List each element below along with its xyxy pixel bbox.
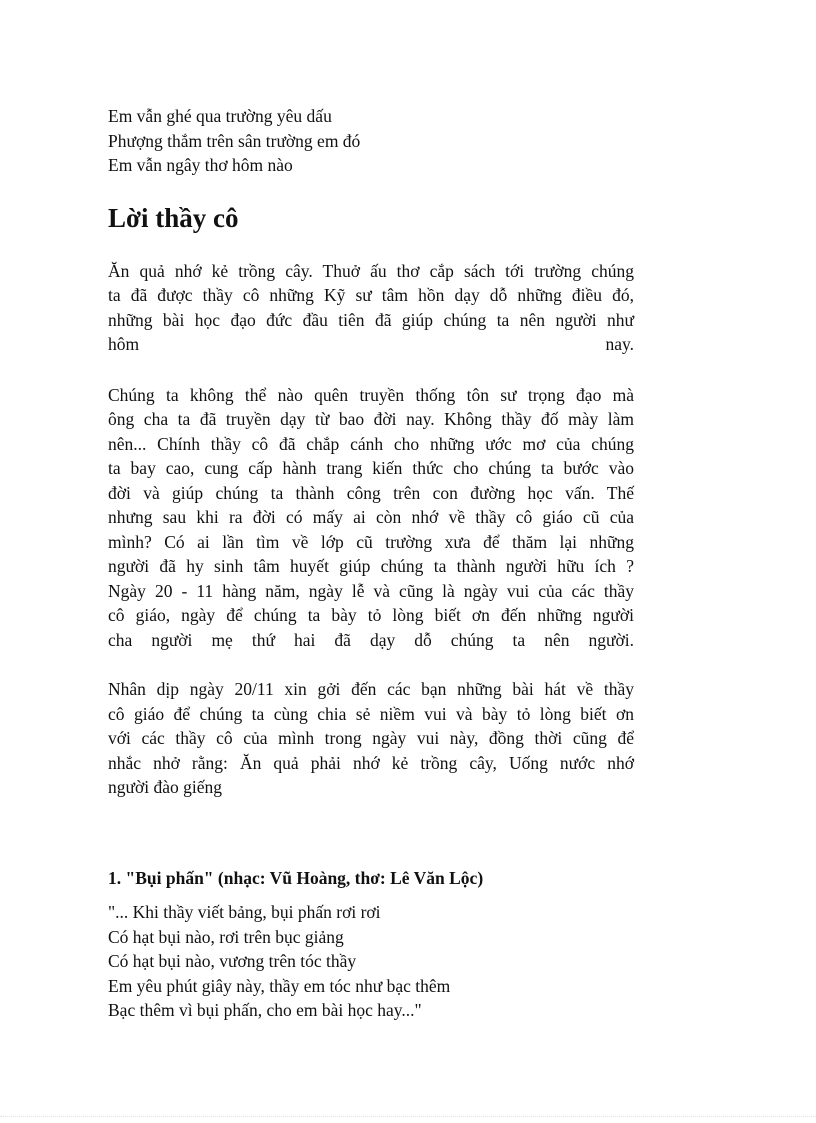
lyric-line: Em yêu phút giây này, thầy em tóc như bạc thêm — [108, 975, 451, 996]
paragraph-line: Ngày 20 - 11 hàng năm, ngày lễ và cũng là ngày vui của các thầy — [108, 580, 634, 601]
paragraph-line: mình? Có ai lần tìm về lớp cũ trường xưa để thăm lại những — [108, 531, 634, 552]
paragraph-line: ta đã được thầy cô những Kỹ sư tâm hồn dạy dỗ những điều đó, — [108, 285, 634, 305]
paragraph-line: Nhân dịp ngày 20/11 xin gởi đến các bạn những bài hát về thầy — [108, 679, 634, 699]
lyric-line: Bạc thêm vì bụi phấn, cho em bài học hay..." — [108, 1000, 422, 1020]
paragraph-line: nên... Chính thầy cô đã chắp cánh cho những ước mơ của chúng — [108, 433, 634, 454]
intro-poem — [108, 104, 634, 178]
document-page — [108, 104, 634, 1023]
paragraph-line: nhưng sau khi ra đời có mấy ai còn nhớ về thầy cô giáo cũ của — [108, 507, 634, 527]
song-lyrics — [108, 900, 634, 1023]
paragraph-line: với các thầy cô của mình trong ngày vui này, đồng thời cũng để — [108, 728, 634, 748]
paragraph-line: đời và giúp chúng ta thành công trên con đường học vấn. Thế — [108, 482, 634, 503]
paragraph-line: người đào giếng — [108, 777, 222, 797]
paragraph-line: Chúng ta không thể nào quên truyền thống tôn sư trọng đạo mà — [108, 384, 634, 405]
section-heading: Lời thầy cô — [108, 202, 239, 233]
paragraph-line: cô giáo, ngày để chúng ta bày tỏ lòng biết ơn đến những người — [108, 605, 634, 625]
intro-line: Em vẫn ghé qua trường yêu dấu — [108, 106, 332, 126]
paragraph-line: những bài học đạo đức đầu tiên đã giúp chúng ta nên người như — [108, 309, 634, 330]
intro-line: Em vẫn ngây thơ hôm nào — [108, 155, 293, 175]
paragraph-1 — [108, 259, 634, 357]
lyric-line: Có hạt bụi nào, vương trên tóc thầy — [108, 951, 357, 971]
page-bottom-divider — [0, 1116, 816, 1117]
lyric-line: Có hạt bụi nào, rơi trên bục giảng — [108, 926, 344, 947]
paragraph-line: Ăn quả nhớ kẻ trồng cây. Thuở ấu thơ cắp sách tới trường chúng — [108, 260, 634, 281]
paragraph-3 — [108, 677, 634, 800]
paragraph-line: người đã hy sinh tâm huyết giúp chúng ta thành người hữu ích ? — [108, 556, 634, 576]
paragraph-2 — [108, 383, 634, 653]
paragraph-line: ta bay cao, cung cấp hành trang kiến thức cho chúng ta bước vào — [108, 458, 634, 478]
intro-line: Phượng thắm trên sân trường em đó — [108, 130, 361, 151]
paragraph-line: nhắc nhở rằng: Ăn quả phải nhớ kẻ trồng cây, Uống nước nhớ — [108, 752, 634, 773]
song-title: 1. "Bụi phấn" (nhạc: Vũ Hoàng, thơ: Lê Văn Lộc) — [108, 867, 484, 888]
paragraph-line: cô giáo để chúng ta cùng chia sẻ niềm vui và bày tỏ lòng biết ơn — [108, 703, 634, 724]
paragraph-line: hôm nay. — [108, 334, 634, 354]
paragraph-line: ông cha ta đã truyền dạy từ bao đời nay. Không thầy đố mày làm — [108, 409, 634, 429]
lyric-line: "... Khi thầy viết bảng, bụi phấn rơi rơi — [108, 902, 381, 922]
paragraph-line: cha người mẹ thứ hai đã dạy dỗ chúng ta nên người. — [108, 629, 634, 650]
